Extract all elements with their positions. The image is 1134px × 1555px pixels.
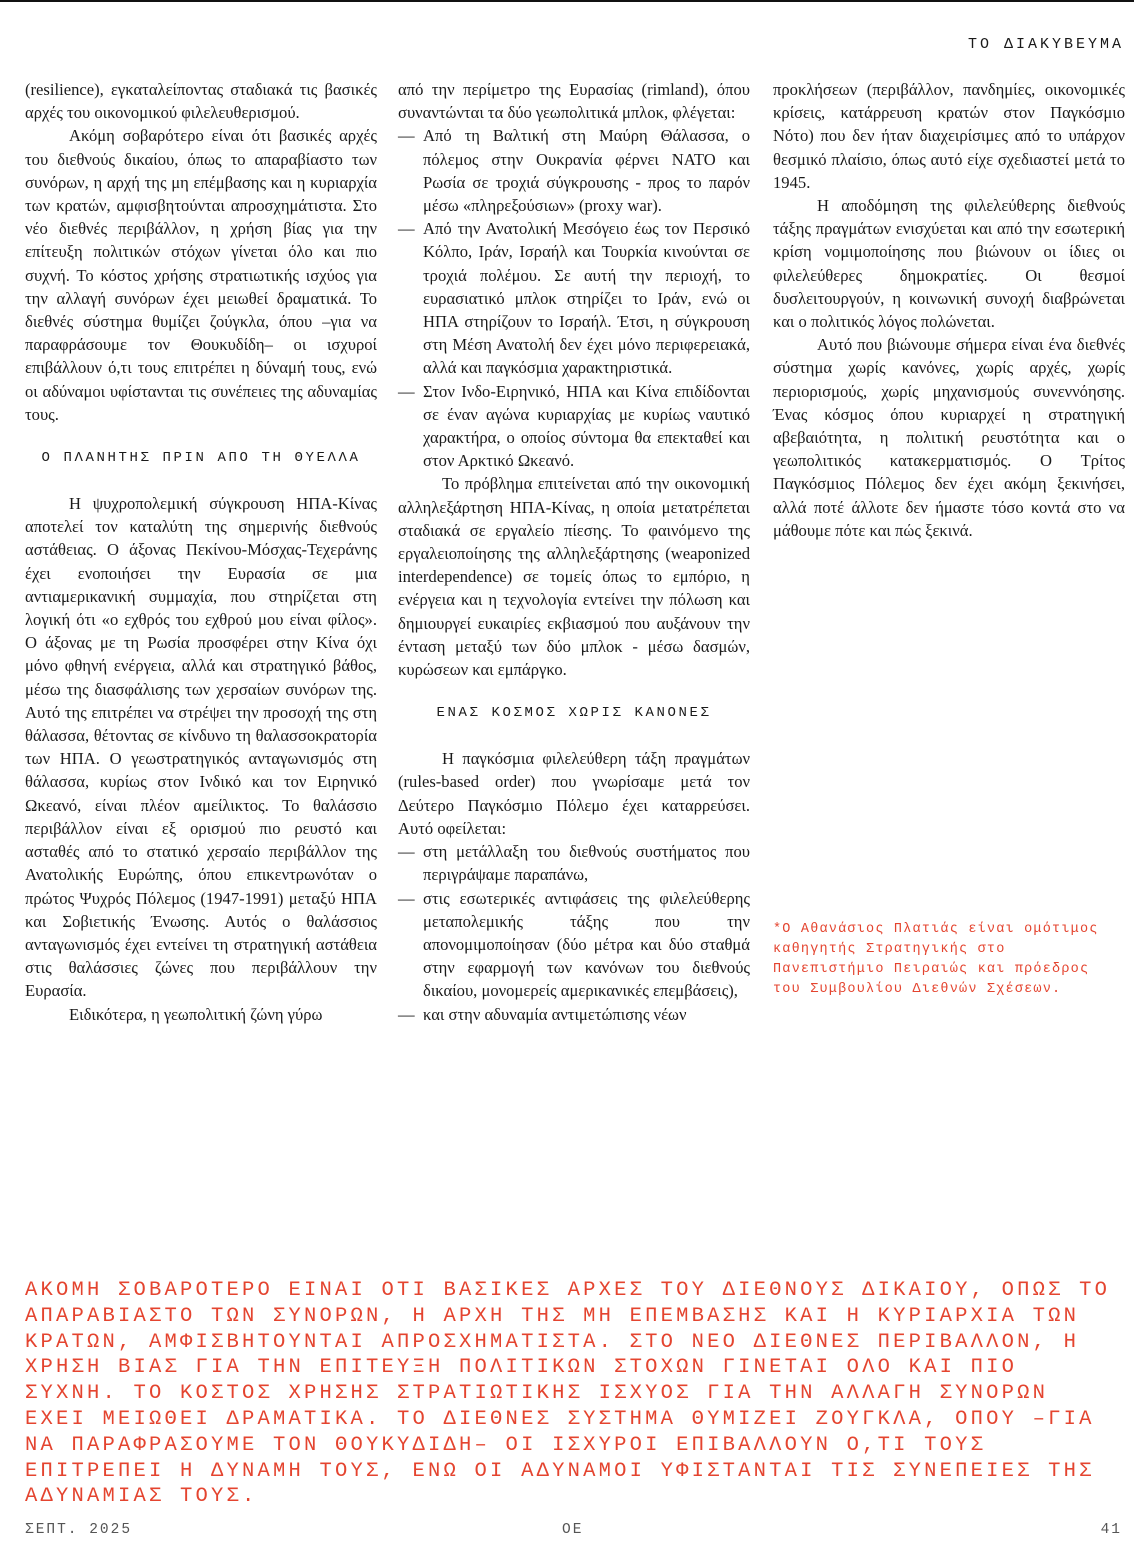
section-heading: Ο ΠΛΑΝΗΤΗΣ ΠΡΙΝ ΑΠΟ ΤΗ ΘΥΕΛΛΑ (41, 450, 361, 467)
bullet-list (398, 840, 750, 1026)
paragraph: Το πρόβλημα επιτείνεται από την οικονομική αλληλεξάρτηση ΗΠΑ-Κίνας, η οποία μετατρέπεται σταδιακά σε εργαλείο πίεσης. Το φαινόμενο της εργαλειοποίησης της αλληλεξάρτησης (weaponized interdependence) σε τομείς όπως το εμπόριο, η ενέργεια και η τεχνολογία εντείνει την πόλωση και δημιουργεί ευκαιρίες εκβιασμού που αυξάνουν την ένταση μεταξύ των δύο μπλοκ - μέσω δασμών, κυρώσεων και εμπάργκο. (398, 474, 750, 680)
paragraph: Ακόμη σοβαρότερο είναι ότι βασικές αρχές του διεθνούς δικαίου, όπως το απαραβίαστο των συνόρων, η αρχή της μη επέμβασης και η κυριαρχία των κρατών, αμφισβητούνται απροσχημάτιστα. Στο νέο διεθνές περιβάλλον, η χρήση βίας για την επίτευξη πολιτικών στόχων γίνεται όλο και πιο συχνή. Το κόστος χρήσης στρατιωτικής ισχύος για την αλλαγή συνόρων έχει μειωθεί δραματικά. Το διεθνές σύστημα θυμίζει ζούγκλα, όπου –για να παραφράσουμε τον Θουκυδίδη– οι ισχυροί επιβάλλουν ό,τι τους επιτρέπει η δύναμή τους, ενώ οι αδύναμοι υφίστανται τις συνέπειες της αδυναμίας τους. (25, 126, 377, 424)
section-heading: ΕΝΑΣ ΚΟΣΜΟΣ ΧΩΡΙΣ ΚΑΝΟΝΕΣ (436, 705, 712, 722)
paragraph: Η αποδόμηση της φιλελεύθερης διεθνούς τάξης πραγμάτων ενισχύεται και από την εσωτερική κρίση νομιμοποίησης που βιώνουν οι ίδιες οι φιλελεύθερες δημοκρατίες. Οι θεσμοί δυσλειτουργούν, η κοινωνική συνοχή διαβρώνεται και ο πολιτικός λόγος πολώνεται. (773, 196, 1125, 332)
paragraph: από την περίμετρο της Ευρασίας (rimland), όπου συναντώνται τα δύο γεωπολιτικά μπλοκ, φλέγεται: (398, 80, 750, 123)
issue-date: ΣΕΠΤ. 2025 (25, 1522, 133, 1538)
column-2 (398, 78, 750, 1026)
column-1 (25, 78, 377, 1026)
section-label: ΤΟ ΔΙΑΚΥΒΕΥΜΑ (967, 36, 1124, 53)
page-number: 41 (1100, 1522, 1122, 1538)
list-item: — Από την Ανατολική Μεσόγειο έως τον Περσικό Κόλπο, Ιράν, Ισραήλ και Τουρκία κινούνται σε τροχιά πολέμου. Σε αυτή την περιοχή, το ευρασιατικό μπλοκ στηρίζει το Ιράν, ενώ οι ΗΠΑ στηρίζουν το Ισραήλ. Έτσι, η σύγκρουση στη Μέση Ανατολή δεν έχει μόνο περιφερειακά, αλλά και παγκόσμια χαρακτηριστικά. (398, 217, 750, 379)
magazine-logo: ΟΕ (562, 1522, 584, 1538)
paragraph: (resilience), εγκαταλείποντας σταδιακά τις βασικές αρχές του οικονομικού φιλελευθερισμού. (25, 80, 377, 123)
top-rule (0, 0, 1134, 2)
paragraph: Η παγκόσμια φιλελεύθερη τάξη πραγμάτων (rules-based order) που γνωρίσαμε μετά τον Δεύτερο Παγκόσμιο Πόλεμο έχει καταρρεύσει. Αυτό οφείλεται: (398, 749, 750, 838)
paragraph: Ειδικότερα, η γεωπολιτική ζώνη γύρω (69, 1004, 323, 1024)
author-footnote: *Ο Αθανάσιος Πλατιάς είναι ομότιμος καθηγητής Στρατηγικής στο Πανεπιστήμιο Πειραιώς και πρόεδρος του Συμβουλίου Διεθνών Σχέσεων. (773, 922, 1099, 997)
list-item: — και στην αδυναμία αντιμετώπισης νέων (398, 1003, 750, 1026)
bullet-list (398, 124, 750, 472)
paragraph: προκλήσεων (περιβάλλον, πανδημίες, οικονομικές κρίσεις, κατάρρευση κρατών στον Παγκόσμιο Νότο) που δεν ήταν διαχειρίσιμες από το υπάρχον θεσμικό πλαίσιο, όπως αυτό είχε σχεδιαστεί μετά το 1945. (773, 80, 1125, 192)
column-3 (773, 78, 1125, 542)
list-item: — στις εσωτερικές αντιφάσεις της φιλελεύθερης μεταπολεμικής τάξης που την απονομιμοποίησαν (δύο μέτρα και δύο σταθμά στην εφαρμογή των κανόνων του διεθνούς δικαίου, μονομερείς αμερικανικές επεμβάσεις), (398, 887, 750, 1003)
list-item: — Από τη Βαλτική στη Μαύρη Θάλασσα, ο πόλεμος στην Ουκρανία φέρνει ΝΑΤΟ και Ρωσία σε τροχιά σύγκρουσης - προς το παρόν μέσω «πληρεξούσιων» (proxy war). (398, 124, 750, 217)
list-item: — Στον Ινδο-Ειρηνικό, ΗΠΑ και Κίνα επιδίδονται σε έναν αγώνα κυριαρχίας με κυρίως ναυτικό χαρακτήρα, ο οποίος σύντομα θα επεκταθεί και στον Αρκτικό Ωκεανό. (398, 380, 750, 473)
pull-quote: ΑΚΟΜΗ ΣΟΒΑΡΟΤΕΡΟ ΕΙΝΑΙ ΟΤΙ ΒΑΣΙΚΕΣ ΑΡΧΕΣ ΤΟΥ ΔΙΕΘΝΟΥΣ ΔΙΚΑΙΟΥ, ΟΠΩΣ ΤΟ ΑΠΑΡΑΒΙΑΣΤΟ ΤΩΝ ΣΥΝΟΡΩΝ, Η ΑΡΧΗ ΤΗΣ ΜΗ ΕΠΕΜΒΑΣΗΣ ΚΑΙ Η ΚΥΡΙΑΡΧΙΑ ΤΩΝ ΚΡΑΤΩΝ, ΑΜΦΙΣΒΗΤΟΥΝΤΑΙ ΑΠΡΟΣΧΗΜΑΤΙΣΤΑ. ΣΤΟ ΝΕΟ ΔΙΕΘΝΕΣ ΠΕΡΙΒΑΛΛΟΝ, Η ΧΡΗΣΗ ΒΙΑΣ ΓΙΑ ΤΗΝ ΕΠΙΤΕΥΞΗ ΠΟΛΙΤΙΚΩΝ ΣΤΟΧΩΝ ΓΙΝΕΤΑΙ ΟΛΟ ΚΑΙ ΠΙΟ ΣΥΧΝΗ. ΤΟ ΚΟΣΤΟΣ ΧΡΗΣΗΣ ΣΤΡΑΤΙΩΤΙΚΗΣ ΙΣΧΥΟΣ ΓΙΑ ΤΗΝ ΑΛΛΑΓΗ ΣΥΝΟΡΩΝ ΕΧΕΙ ΜΕΙΩΘΕΙ ΔΡΑΜΑΤΙΚΑ. ΤΟ ΔΙΕΘΝΕΣ ΣΥΣΤΗΜΑ ΘΥΜΙΖΕΙ ΖΟΥΓΚΛΑ, ΟΠΟΥ –ΓΙΑ ΝΑ ΠΑΡΑΦΡΑΣΟΥΜΕ ΤΟΝ ΘΟΥΚΥΔΙΔΗ– ΟΙ ΙΣΧΥΡΟΙ ΕΠΙΒΑΛΛΟΥΝ Ο,ΤΙ ΤΟΥΣ ΕΠΙΤΡΕΠΕΙ Η ΔΥΝΑΜΗ ΤΟΥΣ, ΕΝΩ ΟΙ ΑΔΥΝΑΜΟΙ ΥΦΙΣΤΑΝΤΑΙ ΤΙΣ ΣΥΝΕΠΕΙΕΣ ΤΗΣ ΑΔΥΝΑΜΙΑΣ ΤΟΥΣ. (25, 1279, 1111, 1509)
paragraph: Αυτό που βιώνουμε σήμερα είναι ένα διεθνές σύστημα χωρίς κανόνες, χωρίς αρχές, χωρίς περιορισμούς, χωρίς μηχανισμούς συνεννόησης. Ένας κόσμος όπου κυριαρχεί η στρατηγική αβεβαιότητα, η πολιτική ρευστότητα και ο γεωπολιτικός κατακερματισμός. Ο Τρίτος Παγκόσμιος Πόλεμος δεν έχει ακόμη ξεκινήσει, αλλά ποτέ άλλοτε δεν ήμαστε τόσο κοντά στο να μάθουμε πότε και πώς ξεκινά. (773, 335, 1125, 540)
list-item: — στη μετάλλαξη του διεθνούς συστήματος που περιγράψαμε παραπάνω, (398, 840, 750, 886)
paragraph: Η ψυχροπολεμική σύγκρουση ΗΠΑ-Κίνας αποτελεί τον καταλύτη της σημερινής διεθνούς αστάθειας. Ο άξονας Πεκίνου-Μόσχας-Τεχεράνης έχει ενοποιήσει την Ευρασία σε μια αντιαμερικανική συμμαχία, που στηρίζεται στη λογική ότι «ο εχθρός του εχθρού μου είναι φίλος». Ο άξονας με τη Ρωσία προσφέρει στην Κίνα όχι μόνο φθηνή ενέργεια, αλλά και στρατηγικό βάθος, μέσω της διασφάλισης των χερσαίων συνόρων της. Αυτό της επιτρέπει να στρέψει την προσοχή της στη θάλασσα, θέτοντας σε κίνδυνο τη θαλασσοκρατορία των ΗΠΑ. Ο γεωστρατηγικός ανταγωνισμός στη θάλασσα, κυρίως στον Ινδικό και τον Ειρηνικό Ωκεανό, είναι πλέον αμείλικτος. Το θαλάσσιο περιβάλλον είναι εξ ορισμού πιο ρευστό και ασταθές από το στατικό χερσαίο περιβάλλον της Ανατολικής Ευρώπης, όπου επικεντρωνόταν ο πρώτος Ψυχρός Πόλεμος (1947-1991) μεταξύ ΗΠΑ και Σοβιετικής Ένωσης. Αυτός ο θαλάσσιος ανταγωνισμός έχει εντείνει τη στρατηγική αστάθεια στις θαλάσσιες ζώνες που περιβάλλουν την Ευρασία. (25, 494, 377, 1001)
